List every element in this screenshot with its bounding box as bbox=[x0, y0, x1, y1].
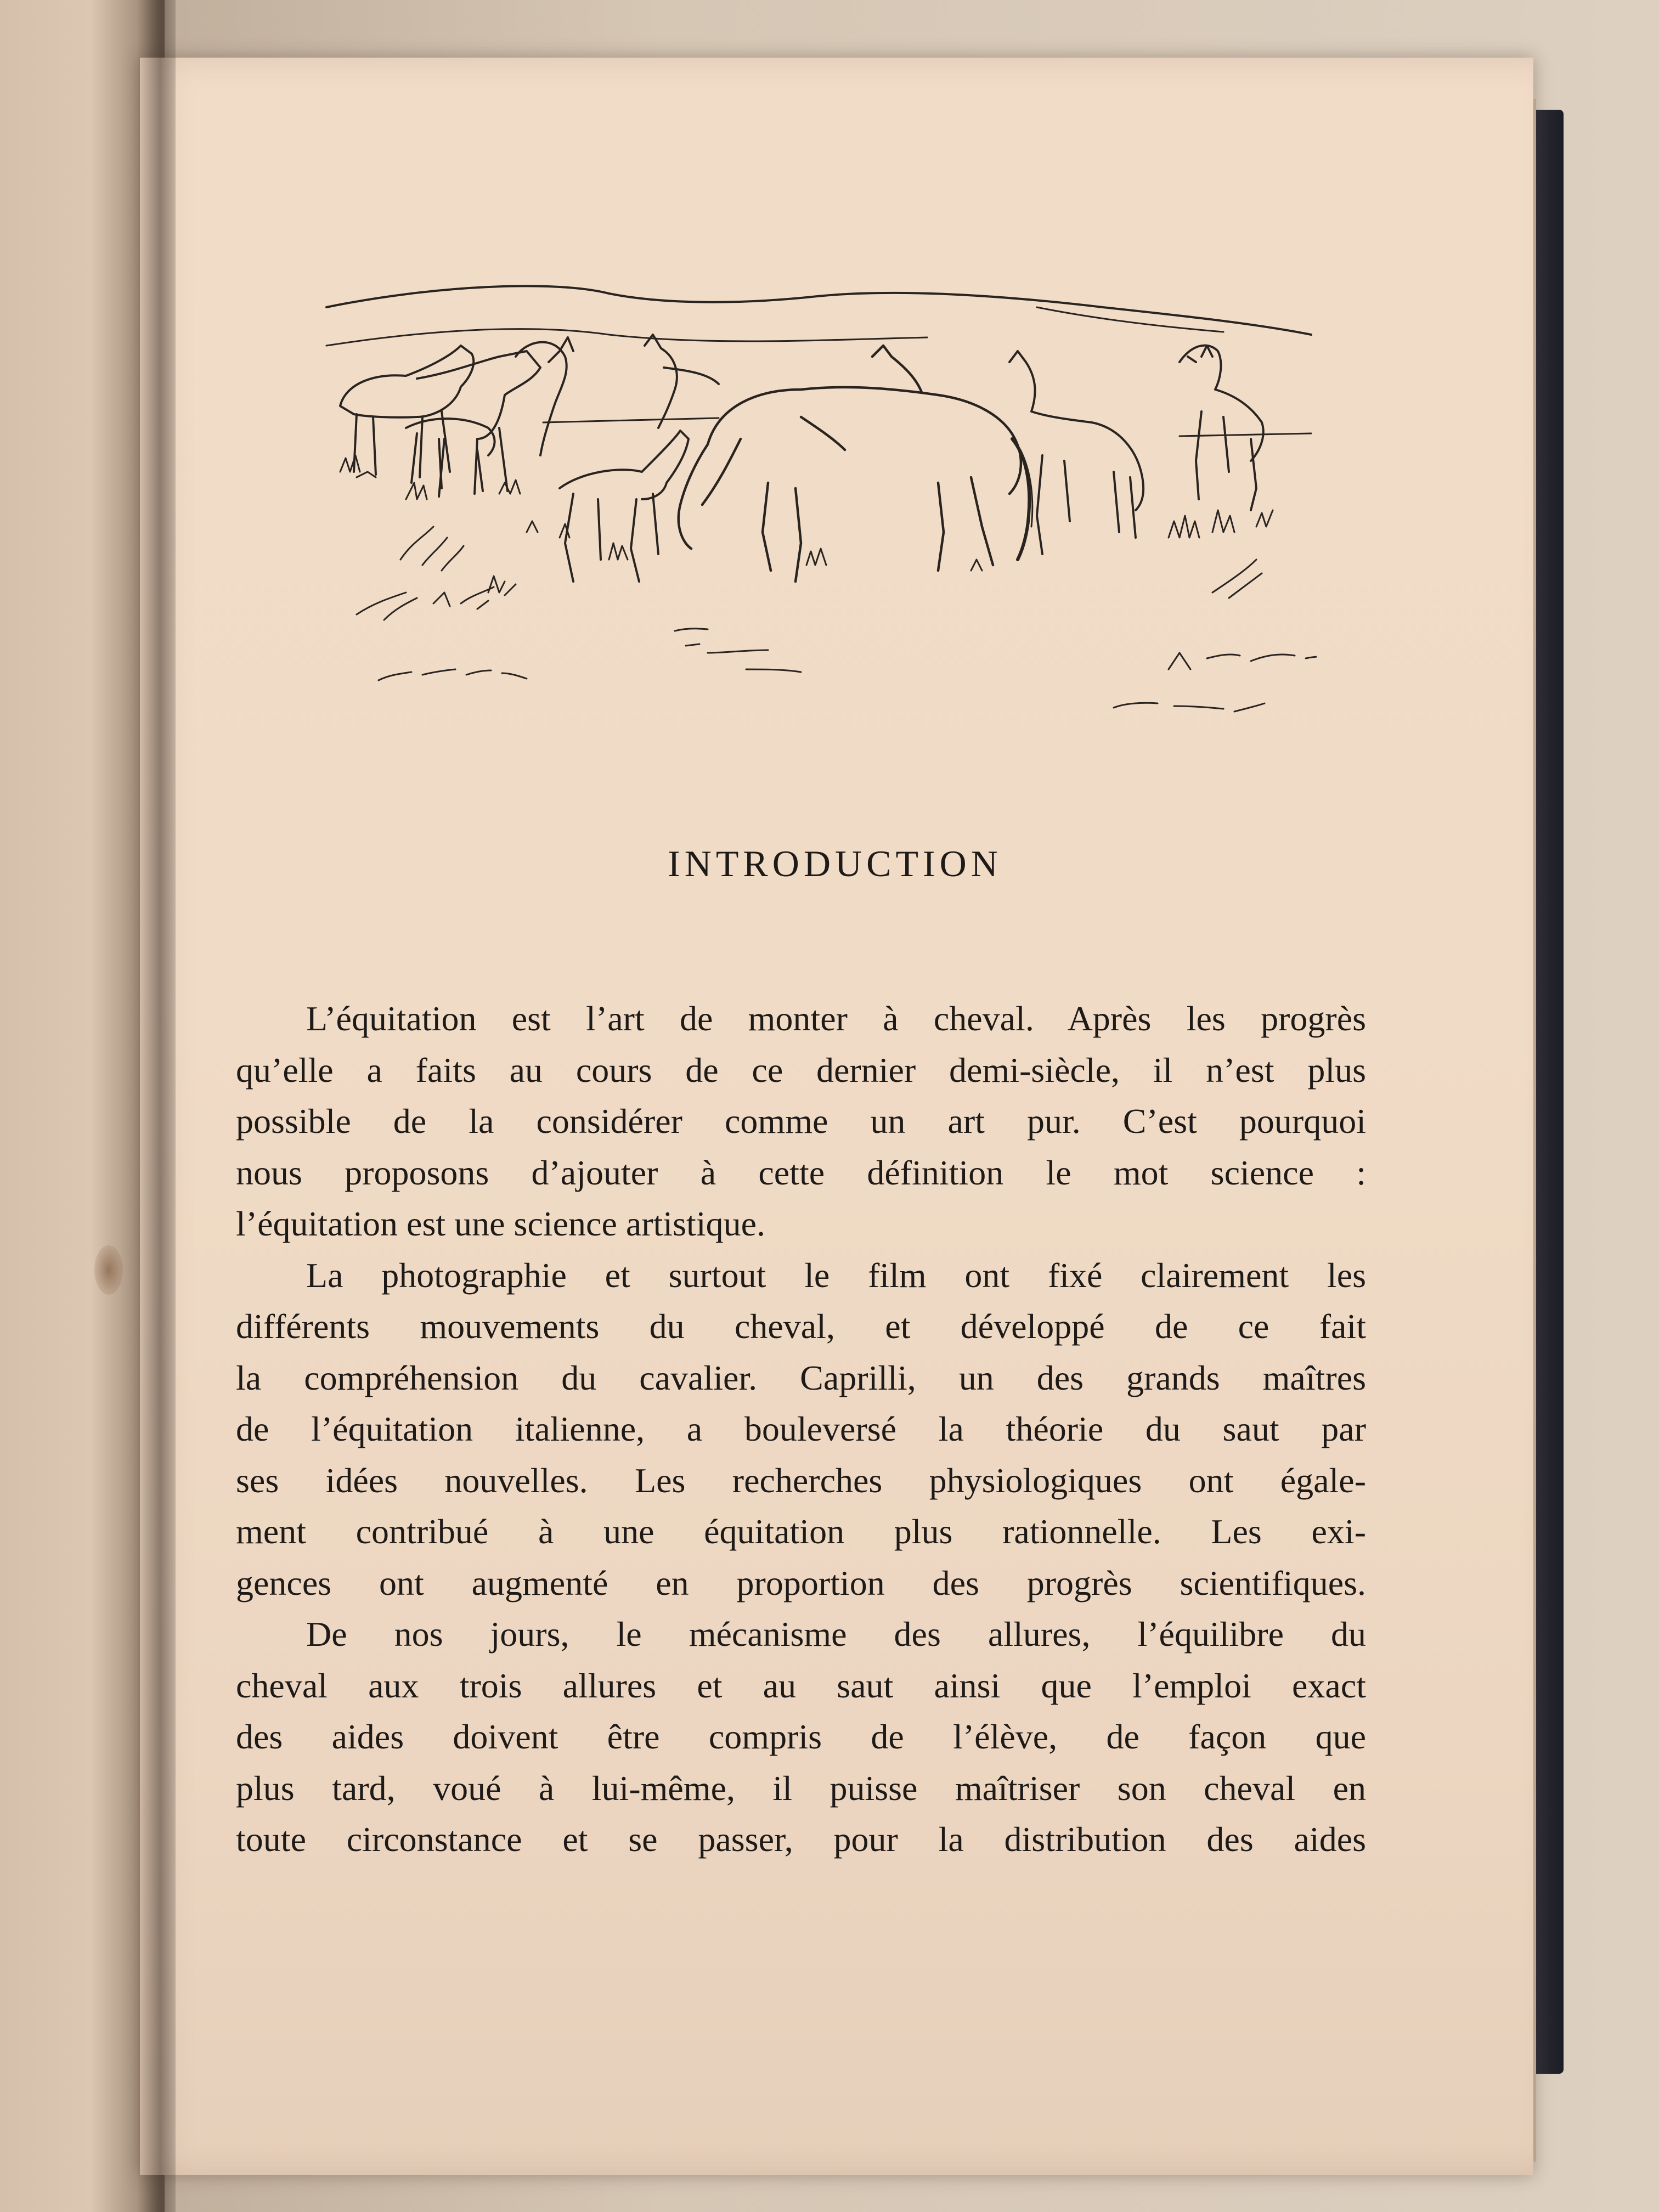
text-line: De nos jours, le mécanisme des allures, l’équilibre du bbox=[306, 1615, 1366, 1654]
text-line: la compréhension du cavalier. Caprilli, un des grands maîtres bbox=[236, 1358, 1366, 1397]
page-stain bbox=[94, 1245, 123, 1295]
horses-illustration bbox=[324, 274, 1317, 735]
text-line: plus tard, voué à lui-même, il puisse maîtriser son cheval en bbox=[236, 1768, 1366, 1808]
text-line: de l’équitation italienne, a bouleversé la théorie du saut par bbox=[236, 1409, 1366, 1448]
text-line: toute circonstance et se passer, pour la distribution des aides bbox=[236, 1820, 1366, 1859]
text-line: gences ont augmenté en proportion des progrès scientifiques. bbox=[236, 1563, 1366, 1602]
text-line: cheval aux trois allures et au saut ainsi que l’emploi exact bbox=[236, 1666, 1366, 1705]
text-line: ses idées nouvelles. Les recherches physiologiques ont égale- bbox=[236, 1460, 1366, 1500]
text-line: possible de la considérer comme un art pur. C’est pourquoi bbox=[236, 1102, 1366, 1141]
book-gutter-shadow bbox=[137, 0, 176, 2212]
text-line: l’équitation est une science artistique. bbox=[236, 1204, 765, 1243]
text-line: La photographie et surtout le film ont fixé clairement les bbox=[306, 1255, 1366, 1295]
chapter-title: INTRODUCTION bbox=[668, 843, 1002, 884]
text-line: nous proposons d’ajouter à cette définition le mot science : bbox=[236, 1153, 1366, 1192]
text-line: des aides doivent être compris de l’élève, de façon que bbox=[236, 1717, 1366, 1756]
body-text bbox=[236, 993, 1366, 1865]
text-line: L’équitation est l’art de monter à cheval. Après les progrès bbox=[306, 999, 1366, 1038]
text-line: différents mouvements du cheval, et développé de ce fait bbox=[236, 1307, 1366, 1346]
text-line: ment contribué à une équitation plus rationnelle. Les exi- bbox=[236, 1512, 1366, 1551]
text-line: qu’elle a faits au cours de ce dernier demi-siècle, il n’est plus bbox=[236, 1050, 1366, 1090]
